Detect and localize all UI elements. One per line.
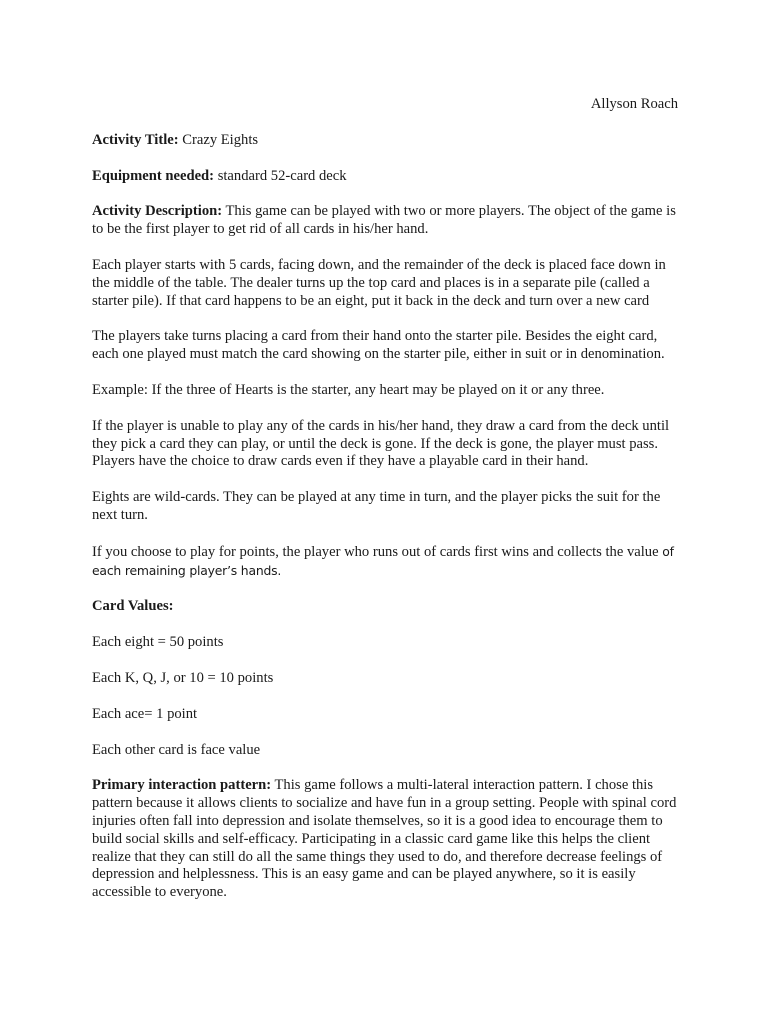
eights-paragraph: Eights are wild-cards. They can be played at any time in turn, and the player picks the suit for the next turn. [92,489,661,523]
setup-paragraph: Each player starts with 5 cards, facing down, and the remainder of the deck is placed face down in the middle of the table. The dealer turns up the top card and places is in a separate pile (called a starter pile). If that card happens to be an eight, put it back in the deck and turn over a new card [92,256,666,309]
example-paragraph: Example: If the three of Hearts is the starter, any heart may be played on it or any three. [92,381,605,398]
card-values-heading: Card Values: [92,598,174,615]
activity-description-text: This game can be played with two or more players. The object of the game is to be the first player to get rid of all cards in his/her hand. [92,203,676,238]
equipment-line [92,168,682,186]
card-value-item: Each eight = 50 points [92,634,224,651]
interaction-pattern-paragraph [92,777,682,902]
activity-title-label: Activity Title: [92,131,179,148]
card-value-item: Each ace= 1 point [92,705,198,722]
activity-title-value: Crazy Eights [182,131,259,148]
card-value-item: Each other card is face value [92,741,261,758]
activity-title-line [92,132,682,150]
points-paragraph [92,543,682,581]
interaction-pattern-label: Primary interaction pattern: [92,777,272,794]
equipment-label: Equipment needed: [92,167,215,184]
document-page [92,96,682,920]
draw-paragraph: If the player is unable to play any of the cards in his/her hand, they draw a card from the deck until they pick a card they can play, or until the deck is gone. If the deck is gone, the player must pass. Players have the choice to draw cards even if they have a playable card in their hand. [92,417,670,470]
interaction-pattern-text: This game follows a multi-lateral interaction pattern. I chose this pattern because it allows clients to socialize and have fun in a group setting. People with spinal cord injuries often fall into depression and isolate themselves, so it is a good idea to encourage them to build social skills and self-efficacy. Participating in a classic card game like this helps the client realize that they can still do all the same things they used to do, and therefore decrease feelings of depression and helplessness. This is an easy game and can be played anywhere, so it is easily accessible to everyone. [92,777,677,901]
card-value-item: Each K, Q, J, or 10 = 10 points [92,669,274,686]
activity-description [92,203,682,239]
equipment-value: standard 52-card deck [217,167,347,184]
points-text: If you choose to play for points, the player who runs out of cards first wins and collects the value [92,543,659,560]
activity-description-label: Activity Description: [92,203,223,220]
turns-paragraph: The players take turns placing a card from their hand onto the starter pile. Besides the eight card, each one played must match the card showing on the starter pile, either in suit or in denomination. [92,328,665,363]
author-name: Allyson Roach [590,96,678,112]
points-text-continued: of each remaining player’s hands. [92,543,674,578]
